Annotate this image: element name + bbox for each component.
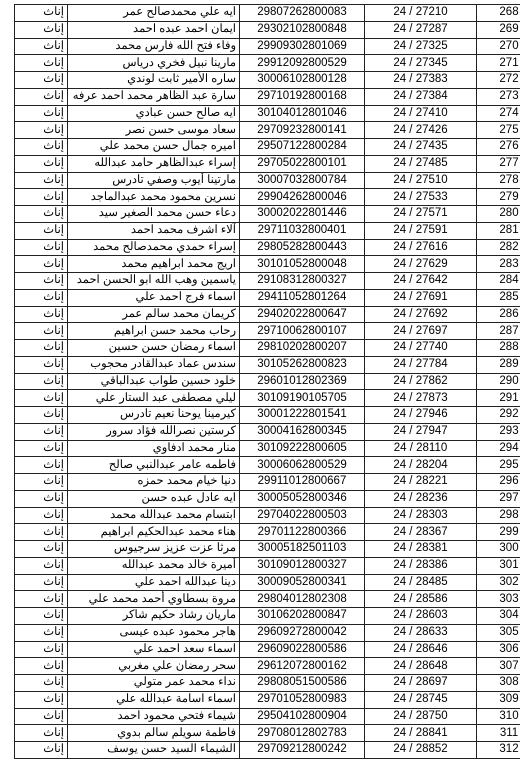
seat-code-cell: 24 / 27616 [365,239,477,256]
seat-code-cell: 24 / 27325 [365,38,477,55]
national-id-cell: 29911012800667 [240,474,365,491]
national-id-cell: 29411052801264 [240,289,365,306]
name-cell: فاطمه عامر عبدالنبي صالح [68,457,240,474]
national-id-cell: 29807262800083 [240,5,365,22]
serial-number-cell: 297 [477,490,520,507]
seat-code-cell: 24 / 27629 [365,256,477,273]
seat-code-cell: 24 / 28381 [365,541,477,558]
table-row [15,222,520,239]
table-row [15,356,520,373]
seat-code-cell: 24 / 28646 [365,641,477,658]
table-row [15,289,520,306]
gender-cell: إناث [15,273,68,290]
gender-cell: إناث [15,708,68,725]
national-id-cell: 30101052800048 [240,256,365,273]
gender-cell: إناث [15,641,68,658]
serial-number-cell: 277 [477,155,520,172]
seat-code-cell: 24 / 27692 [365,306,477,323]
serial-number-cell: 271 [477,55,520,72]
name-cell: سارة عبد الظاهر محمد احمد عرفه [68,88,240,105]
gender-cell: إناث [15,206,68,223]
serial-number-cell: 284 [477,273,520,290]
seat-code-cell: 24 / 28745 [365,691,477,708]
serial-number-cell: 305 [477,624,520,641]
national-id-cell: 29609272800042 [240,624,365,641]
table-row [15,691,520,708]
name-cell: منار محمد ادفاوي [68,440,240,457]
national-id-cell: 29504102800904 [240,708,365,725]
national-id-cell: 29701052800983 [240,691,365,708]
serial-number-cell: 283 [477,256,520,273]
national-id-cell: 29909302801069 [240,38,365,55]
table-row [15,72,520,89]
name-cell: هاجر محمود عبده عيسى [68,624,240,641]
serial-number-cell: 272 [477,72,520,89]
table-row [15,524,520,541]
national-id-cell: 29108312800327 [240,273,365,290]
seat-code-cell: 24 / 28750 [365,708,477,725]
seat-code-cell: 24 / 27210 [365,5,477,22]
national-id-cell: 29708012802783 [240,725,365,742]
seat-code-cell: 24 / 27383 [365,72,477,89]
serial-number-cell: 276 [477,139,520,156]
serial-number-cell: 290 [477,373,520,390]
gender-cell: إناث [15,440,68,457]
serial-number-cell: 304 [477,608,520,625]
serial-number-cell: 300 [477,541,520,558]
national-id-cell: 29805282800443 [240,239,365,256]
serial-number-cell: 289 [477,356,520,373]
serial-number-cell: 288 [477,340,520,357]
serial-number-cell: 285 [477,289,520,306]
gender-cell: إناث [15,557,68,574]
serial-number-cell: 312 [477,742,520,759]
table-row [15,641,520,658]
national-id-cell: 30001222801541 [240,407,365,424]
table-row [15,591,520,608]
name-cell: فاطمة سويلم سالم بدوي [68,725,240,742]
name-cell: آلاء اشرف محمد احمد [68,222,240,239]
national-id-cell: 29810202800207 [240,340,365,357]
gender-cell: إناث [15,390,68,407]
gender-cell: إناث [15,691,68,708]
name-cell: اسماء اسامة عبدالله علي [68,691,240,708]
table-row [15,457,520,474]
serial-number-cell: 296 [477,474,520,491]
table-row [15,658,520,675]
table-row [15,5,520,22]
serial-number-cell: 273 [477,88,520,105]
seat-code-cell: 24 / 28603 [365,608,477,625]
serial-number-cell: 294 [477,440,520,457]
national-id-cell: 30105262800823 [240,356,365,373]
table-row [15,139,520,156]
serial-number-cell: 303 [477,591,520,608]
table-row [15,407,520,424]
national-id-cell: 29912092800529 [240,55,365,72]
name-cell: وفاء فتح الله فارس محمد [68,38,240,55]
name-cell: ايمان احمد عبده احمد [68,21,240,38]
name-cell: ايه عادل عبده حسن [68,490,240,507]
seat-code-cell: 24 / 28633 [365,624,477,641]
name-cell: مارينا نبيل فخري درياس [68,55,240,72]
serial-number-cell: 269 [477,21,520,38]
document-page [14,4,506,759]
national-id-cell: 29302102800848 [240,21,365,38]
gender-cell: إناث [15,658,68,675]
table-row [15,490,520,507]
table-row [15,423,520,440]
gender-cell: إناث [15,591,68,608]
seat-code-cell: 24 / 28221 [365,474,477,491]
table-row [15,340,520,357]
national-id-cell: 29704022800503 [240,507,365,524]
national-id-cell: 29711032800401 [240,222,365,239]
gender-cell: إناث [15,72,68,89]
seat-code-cell: 24 / 27697 [365,323,477,340]
gender-cell: إناث [15,306,68,323]
gender-cell: إناث [15,524,68,541]
serial-number-cell: 310 [477,708,520,725]
name-cell: ايه صالح حسن عبادي [68,105,240,122]
gender-cell: إناث [15,256,68,273]
table-row [15,189,520,206]
national-id-cell: 30009052800341 [240,574,365,591]
table-row [15,541,520,558]
serial-number-cell: 309 [477,691,520,708]
gender-cell: إناث [15,189,68,206]
table-row [15,507,520,524]
name-cell: مارتينا أيوب وصفي تادرس [68,172,240,189]
serial-number-cell: 270 [477,38,520,55]
serial-number-cell: 301 [477,557,520,574]
gender-cell: إناث [15,122,68,139]
national-id-cell: 30006102800128 [240,72,365,89]
gender-cell: إناث [15,474,68,491]
name-cell: سندس عماد عبدالقادر محجوب [68,356,240,373]
national-id-cell: 29507122800284 [240,139,365,156]
seat-code-cell: 24 / 27510 [365,172,477,189]
national-id-cell: 29709212800242 [240,742,365,759]
national-id-cell: 29601012802369 [240,373,365,390]
name-cell: دنيا خيام محمد حمزه [68,474,240,491]
gender-cell: إناث [15,5,68,22]
serial-number-cell: 311 [477,725,520,742]
table-row [15,256,520,273]
table-row [15,574,520,591]
gender-cell: إناث [15,742,68,759]
gender-cell: إناث [15,407,68,424]
seat-code-cell: 24 / 28204 [365,457,477,474]
seat-code-cell: 24 / 27410 [365,105,477,122]
table-row [15,474,520,491]
table-row [15,273,520,290]
table-row [15,725,520,742]
serial-number-cell: 286 [477,306,520,323]
gender-cell: إناث [15,356,68,373]
national-id-cell: 29612072800162 [240,658,365,675]
table-row [15,675,520,692]
gender-cell: إناث [15,21,68,38]
serial-number-cell: 287 [477,323,520,340]
name-cell: رحاب محمد حسن ابراهيم [68,323,240,340]
seat-code-cell: 24 / 27435 [365,139,477,156]
seat-code-cell: 24 / 28586 [365,591,477,608]
name-cell: نسرين محمود محمد عبدالماجد [68,189,240,206]
national-id-cell: 30109222800605 [240,440,365,457]
gender-cell: إناث [15,155,68,172]
gender-cell: إناث [15,490,68,507]
national-id-cell: 29904262800046 [240,189,365,206]
seat-code-cell: 24 / 28303 [365,507,477,524]
table-row [15,122,520,139]
serial-number-cell: 279 [477,189,520,206]
national-id-cell: 30109190105705 [240,390,365,407]
name-cell: دينا عبدالله احمد علي [68,574,240,591]
serial-number-cell: 280 [477,206,520,223]
seat-code-cell: 24 / 27946 [365,407,477,424]
gender-cell: إناث [15,507,68,524]
seat-code-cell: 24 / 27533 [365,189,477,206]
table-row [15,708,520,725]
national-id-cell: 30104012801046 [240,105,365,122]
gender-cell: إناث [15,340,68,357]
serial-number-cell: 306 [477,641,520,658]
name-cell: دعاء حسن محمد الصغير سيد [68,206,240,223]
national-id-cell: 29709232800141 [240,122,365,139]
seat-code-cell: 24 / 27485 [365,155,477,172]
table-row [15,21,520,38]
national-id-cell: 30004162800345 [240,423,365,440]
seat-code-cell: 24 / 27345 [365,55,477,72]
table-row [15,557,520,574]
name-cell: إسراء حمدي محمدصالح محمد [68,239,240,256]
gender-cell: إناث [15,323,68,340]
serial-number-cell: 281 [477,222,520,239]
seat-code-cell: 24 / 28697 [365,675,477,692]
name-cell: سعاد موسى حسن نصر [68,122,240,139]
gender-cell: إناث [15,541,68,558]
table-row [15,88,520,105]
national-id-cell: 29705022800101 [240,155,365,172]
name-cell: هناء محمد عبدالحكيم ابراهيم [68,524,240,541]
national-id-cell: 29710062800107 [240,323,365,340]
national-id-cell: 30005052800346 [240,490,365,507]
table-row [15,624,520,641]
serial-number-cell: 295 [477,457,520,474]
name-cell: شيماء فتحي محمود احمد [68,708,240,725]
name-cell: اسماء فرج احمد علي [68,289,240,306]
table-row [15,239,520,256]
name-cell: مرثا عزت عزيز سرجيوس [68,541,240,558]
gender-cell: إناث [15,239,68,256]
name-cell: اسماء رمضان حسن حسين [68,340,240,357]
table-row [15,306,520,323]
gender-cell: إناث [15,574,68,591]
seat-code-cell: 24 / 27784 [365,356,477,373]
gender-cell: إناث [15,675,68,692]
serial-number-cell: 292 [477,407,520,424]
serial-number-cell: 307 [477,658,520,675]
serial-number-cell: 274 [477,105,520,122]
records-table-body [15,5,520,759]
name-cell: ايه علي محمدصالح عمر [68,5,240,22]
seat-code-cell: 24 / 27947 [365,423,477,440]
seat-code-cell: 24 / 27426 [365,122,477,139]
table-row [15,105,520,122]
national-id-cell: 29609022800586 [240,641,365,658]
national-id-cell: 29804012802308 [240,591,365,608]
name-cell: ماريان رشاد حكيم شاكر [68,608,240,625]
name-cell: ياسمين وهب الله ابو الحسن احمد [68,273,240,290]
serial-number-cell: 291 [477,390,520,407]
seat-code-cell: 24 / 27691 [365,289,477,306]
name-cell: كيرمينا يوحنا نعيم تادرس [68,407,240,424]
seat-code-cell: 24 / 27862 [365,373,477,390]
name-cell: اريج محمد ابراهيم محمد [68,256,240,273]
seat-code-cell: 24 / 28485 [365,574,477,591]
name-cell: كرستين نصرالله فؤاد سرور [68,423,240,440]
serial-number-cell: 275 [477,122,520,139]
gender-cell: إناث [15,289,68,306]
national-id-cell: 30002022801446 [240,206,365,223]
seat-code-cell: 24 / 28648 [365,658,477,675]
national-id-cell: 29701122800366 [240,524,365,541]
table-row [15,390,520,407]
name-cell: أميرة خالد محمد عبدالله [68,557,240,574]
seat-code-cell: 24 / 27571 [365,206,477,223]
national-id-cell: 29402022800647 [240,306,365,323]
table-row [15,608,520,625]
name-cell: ابتسام محمد عبدالله محمد [68,507,240,524]
national-id-cell: 30007032800784 [240,172,365,189]
name-cell: نداء محمد عمر متولي [68,675,240,692]
gender-cell: إناث [15,38,68,55]
seat-code-cell: 24 / 27384 [365,88,477,105]
seat-code-cell: 24 / 27740 [365,340,477,357]
gender-cell: إناث [15,423,68,440]
records-table [14,4,520,759]
serial-number-cell: 268 [477,5,520,22]
serial-number-cell: 298 [477,507,520,524]
serial-number-cell: 299 [477,524,520,541]
national-id-cell: 30109012800327 [240,557,365,574]
serial-number-cell: 278 [477,172,520,189]
table-row [15,440,520,457]
name-cell: مروة بسطاوي أحمد محمد علي [68,591,240,608]
name-cell: ليلي مصطفى عبد الستار علي [68,390,240,407]
serial-number-cell: 293 [477,423,520,440]
table-row [15,742,520,759]
table-row [15,38,520,55]
table-row [15,172,520,189]
table-row [15,373,520,390]
gender-cell: إناث [15,624,68,641]
serial-number-cell: 308 [477,675,520,692]
seat-code-cell: 24 / 27591 [365,222,477,239]
name-cell: اميره جمال حسن محمد علي [68,139,240,156]
gender-cell: إناث [15,88,68,105]
seat-code-cell: 24 / 27873 [365,390,477,407]
seat-code-cell: 24 / 27642 [365,273,477,290]
name-cell: إسراء عبدالظاهر حامد عبدالله [68,155,240,172]
gender-cell: إناث [15,457,68,474]
table-row [15,206,520,223]
table-row [15,155,520,172]
seat-code-cell: 24 / 28852 [365,742,477,759]
national-id-cell: 29710192800168 [240,88,365,105]
national-id-cell: 29808051500586 [240,675,365,692]
seat-code-cell: 24 / 28110 [365,440,477,457]
name-cell: ساره الأمير ثابت لوندي [68,72,240,89]
gender-cell: إناث [15,373,68,390]
name-cell: اسماء سعد احمد علي [68,641,240,658]
national-id-cell: 30006062800529 [240,457,365,474]
seat-code-cell: 24 / 28367 [365,524,477,541]
seat-code-cell: 24 / 28841 [365,725,477,742]
table-row [15,323,520,340]
gender-cell: إناث [15,105,68,122]
name-cell: الشيماء السيد حسن يوسف [68,742,240,759]
gender-cell: إناث [15,725,68,742]
national-id-cell: 30106202800847 [240,608,365,625]
gender-cell: إناث [15,222,68,239]
seat-code-cell: 24 / 27287 [365,21,477,38]
table-row [15,55,520,72]
name-cell: خلود حسين طواب عبدالباقي [68,373,240,390]
seat-code-cell: 24 / 28386 [365,557,477,574]
gender-cell: إناث [15,139,68,156]
name-cell: كريمان محمد سالم عمر [68,306,240,323]
seat-code-cell: 24 / 28236 [365,490,477,507]
serial-number-cell: 282 [477,239,520,256]
serial-number-cell: 302 [477,574,520,591]
gender-cell: إناث [15,55,68,72]
gender-cell: إناث [15,608,68,625]
national-id-cell: 30005182501103 [240,541,365,558]
name-cell: سحر رمضان علي مغربي [68,658,240,675]
gender-cell: إناث [15,172,68,189]
